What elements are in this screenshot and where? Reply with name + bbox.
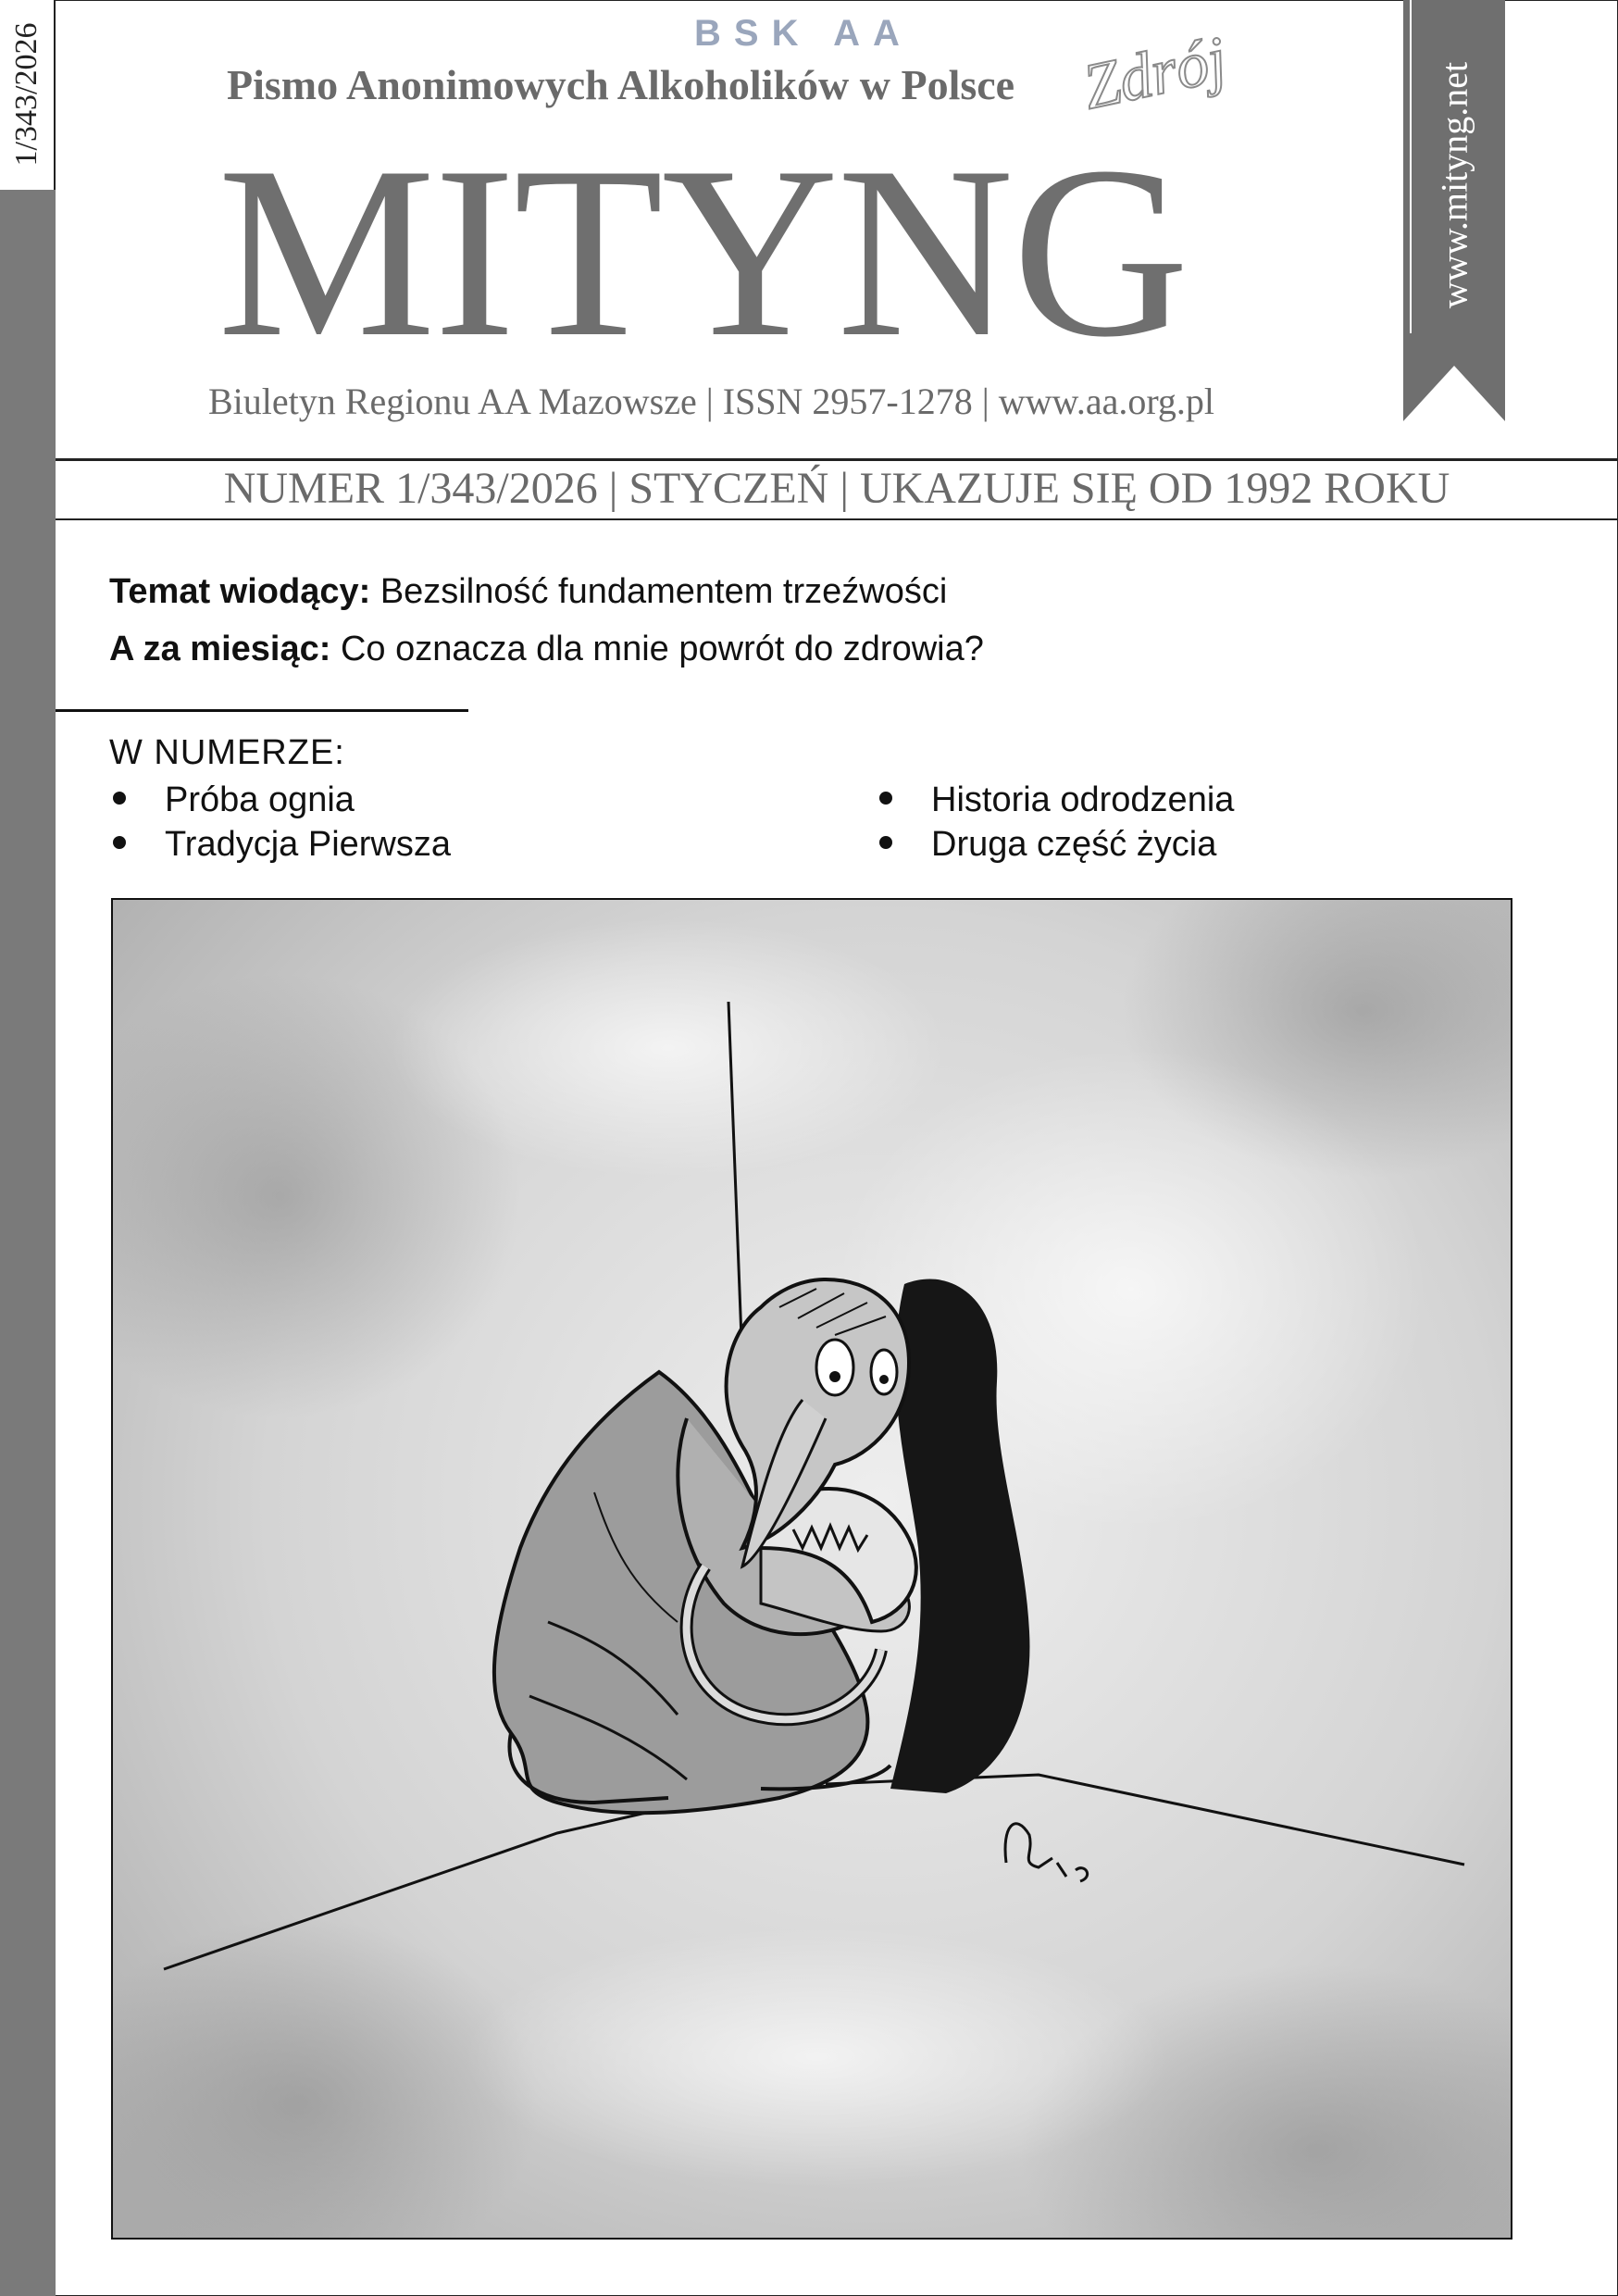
lead-topic [109, 572, 947, 612]
issue-line: NUMER 1/343/2026 | STYCZEŃ | UKAZUJE SIĘ OD 1992 ROKU [223, 464, 1450, 513]
toc-item[interactable]: Tradycja Pierwsza [113, 825, 451, 865]
contents-heading: W NUMERZE: [109, 733, 345, 772]
toc-item[interactable]: Historia odrodzenia [879, 780, 1234, 820]
bullet-icon [113, 836, 126, 849]
section-divider [56, 709, 468, 712]
cover-illustration [111, 898, 1512, 2240]
website-link[interactable]: www.mityng.net [1433, 61, 1475, 309]
toc-item[interactable]: Próba ognia [113, 780, 355, 820]
header-rule-bottom [56, 518, 1618, 520]
toc-item[interactable]: Druga część życia [879, 825, 1216, 865]
magazine-subtitle: Pismo Anonimowych Alkoholików w Polsce [227, 61, 1015, 108]
bullet-icon [879, 792, 892, 805]
next-topic-value: Co oznacza dla mnie powrót do zdrowia? [340, 630, 984, 668]
next-topic [109, 630, 984, 669]
zdroj-logo: Zdrój [1077, 23, 1233, 124]
publisher-badge: BSK AA [694, 13, 913, 54]
cartoon-drawing [113, 900, 1511, 2238]
magazine-title: MITYNG [218, 117, 1188, 388]
next-topic-label: A za miesiąc: [109, 630, 331, 668]
spine-issue-label: 1/343/2026 [9, 22, 44, 167]
header-rule-top [56, 458, 1618, 461]
bullet-icon [879, 836, 892, 849]
cover-spine [0, 0, 56, 2296]
bullet-icon [113, 792, 126, 805]
lead-topic-value: Bezsilność fundamentem trzeźwości [380, 572, 948, 611]
bulletin-line: Biuletyn Regionu AA Mazowsze | ISSN 2957-1278 | www.aa.org.pl [208, 381, 1215, 422]
spine-label-box [0, 0, 56, 190]
lead-topic-label: Temat wiodący: [109, 572, 371, 611]
